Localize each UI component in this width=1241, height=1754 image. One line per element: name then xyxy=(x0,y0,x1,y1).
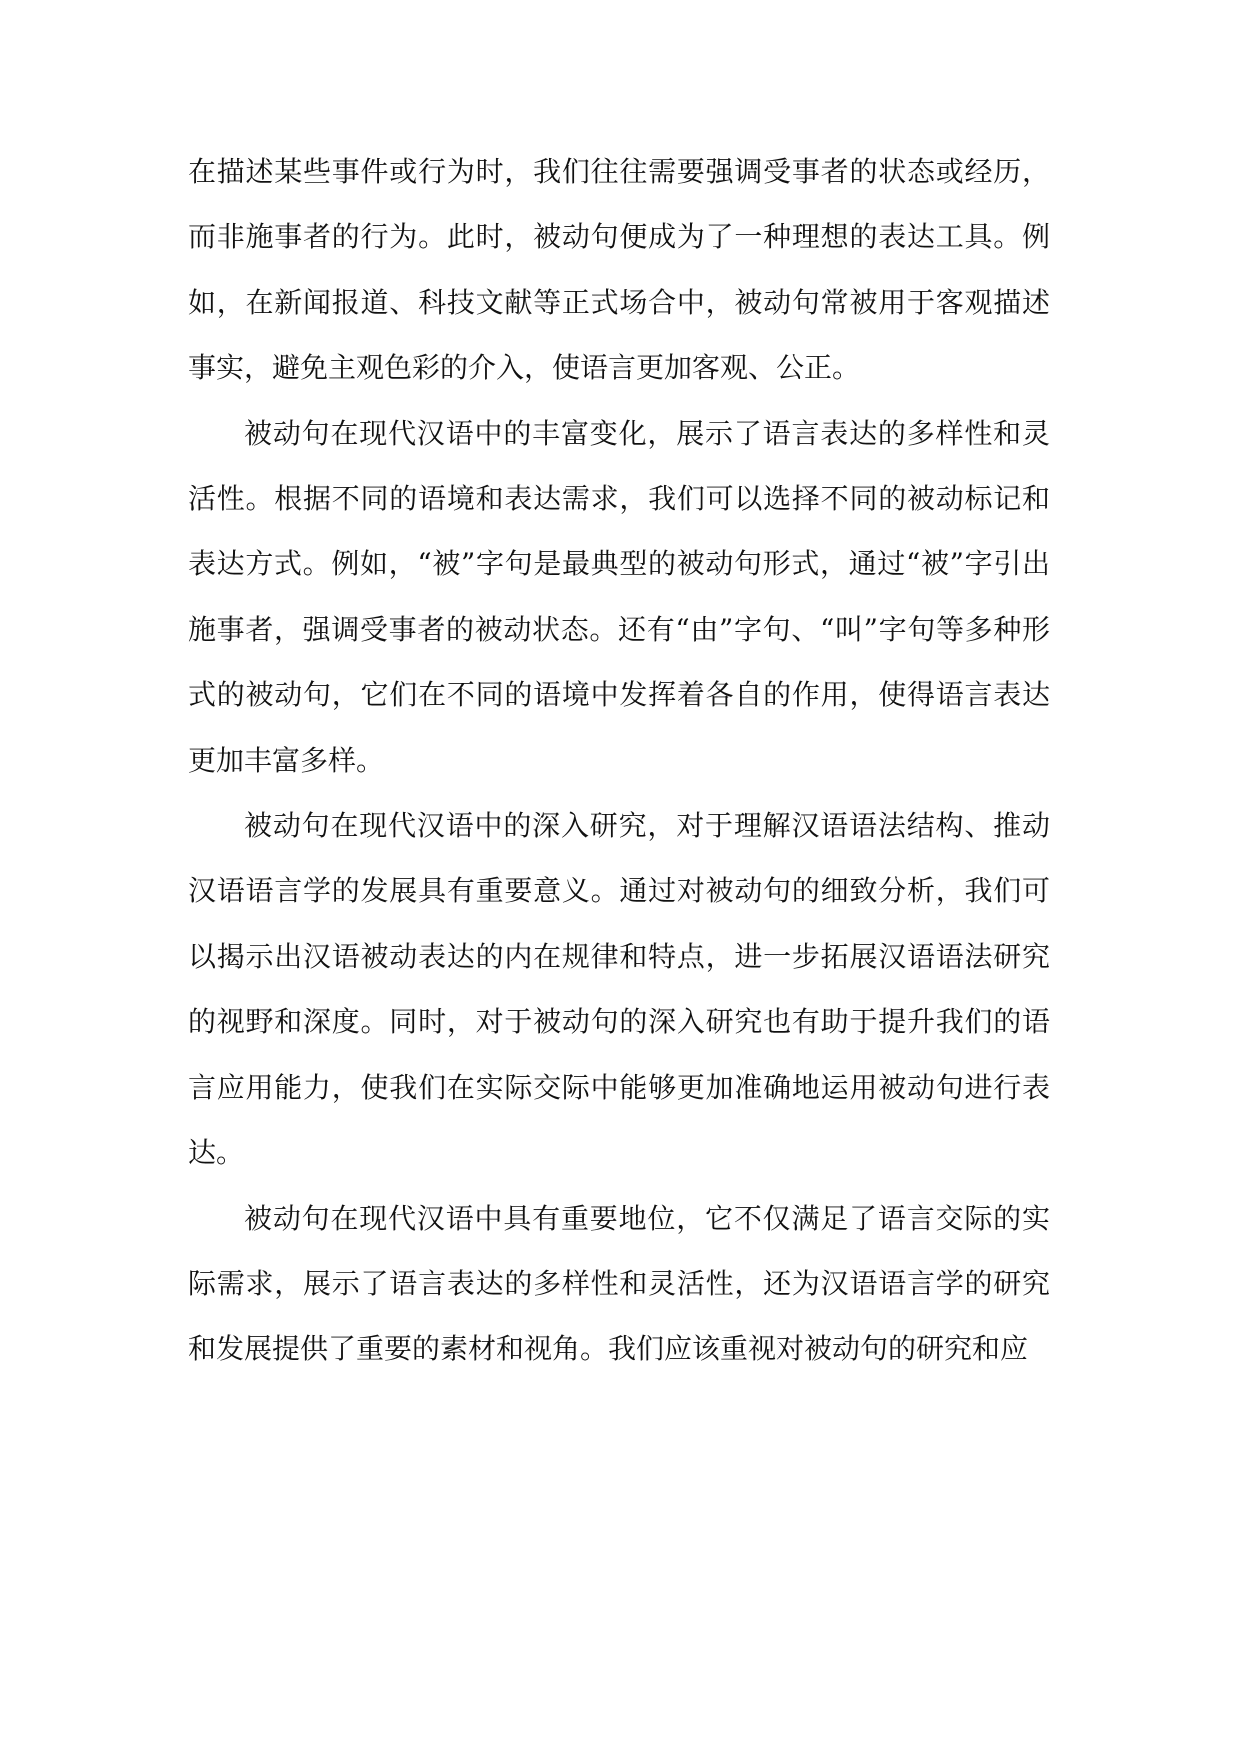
paragraph-4: 被动句在现代汉语中具有重要地位，它不仅满足了语言交际的实际需求，展示了语言表达的多样性和灵活性，还为汉语语言学的研究和发展提供了重要的素材和视角。我们应该重视对被动句的研究和应 xyxy=(188,1201,1050,1366)
document-body xyxy=(188,139,1050,1382)
paragraph-3: 被动句在现代汉语中的深入研究，对于理解汉语语法结构、推动汉语语言学的发展具有重要意义。通过对被动句的细致分析，我们可以揭示出汉语被动表达的内在规律和特点，进一步拓展汉语语法研究的视野和深度。同时，对于被动句的深入研究也有助于提升我们的语言应用能力，使我们在实际交际中能够更加准确地运用被动句进行表达。 xyxy=(188,809,1050,1170)
paragraph-1: 在描述某些事件或行为时，我们往往需要强调受事者的状态或经历，而非施事者的行为。此时，被动句便成为了一种理想的表达工具。例如，在新闻报道、科技文献等正式场合中，被动句常被用于客观描述事实，避免主观色彩的介入，使语言更加客观、公正。 xyxy=(188,155,1050,385)
paragraph-2: 被动句在现代汉语中的丰富变化，展示了语言表达的多样性和灵活性。根据不同的语境和表达需求，我们可以选择不同的被动标记和表达方式。例如，“被”字句是最典型的被动句形式，通过“被”字引出施事者，强调受事者的被动状态。还有“由”字句、“叫”字句等多种形式的被动句，它们在不同的语境中发挥着各自的作用，使得语言表达更加丰富多样。 xyxy=(188,416,1050,777)
